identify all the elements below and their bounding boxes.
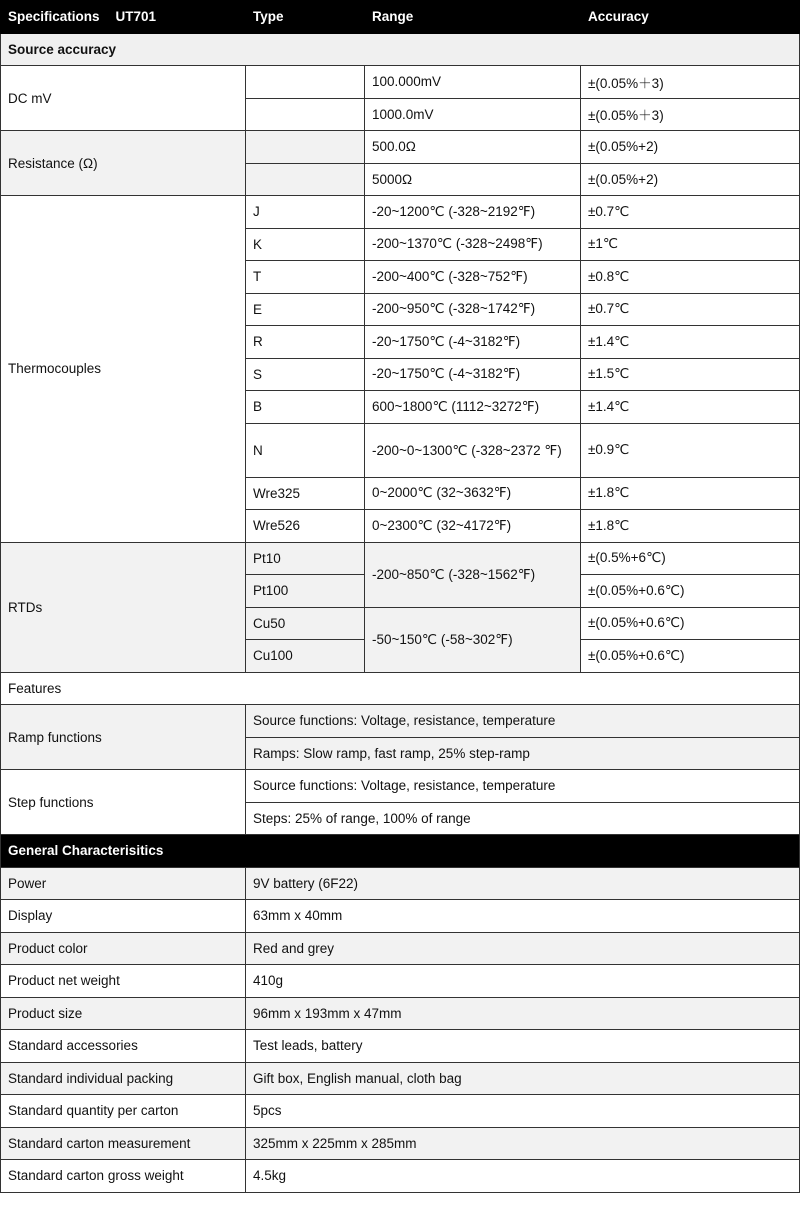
general-label: Display bbox=[1, 900, 246, 933]
feature-cell: Source functions: Voltage, resistance, temperature bbox=[246, 770, 800, 803]
accuracy-cell: ±1.4℃ bbox=[581, 326, 800, 359]
table-row bbox=[1, 1030, 800, 1063]
range-cell: 500.0Ω bbox=[365, 131, 581, 164]
range-cell: -200~1370℃ (-328~2498℉) bbox=[365, 228, 581, 261]
table-row bbox=[1, 1127, 800, 1160]
type-cell: K bbox=[246, 228, 365, 261]
general-value: 4.5kg bbox=[246, 1160, 800, 1193]
general-value: 5pcs bbox=[246, 1095, 800, 1128]
feature-cell: Steps: 25% of range, 100% of range bbox=[246, 802, 800, 835]
header-model: UT701 bbox=[115, 9, 157, 25]
general-value: Gift box, English manual, cloth bag bbox=[246, 1062, 800, 1095]
table-row bbox=[1, 66, 800, 99]
type-cell: N bbox=[246, 423, 365, 477]
table-row bbox=[1, 997, 800, 1030]
table-row bbox=[1, 867, 800, 900]
table-row bbox=[1, 131, 800, 164]
type-cell: R bbox=[246, 326, 365, 359]
range-cell: 600~1800℃ (1112~3272℉) bbox=[365, 391, 581, 424]
accuracy-cell: ±0.7℃ bbox=[581, 196, 800, 229]
section-row-general bbox=[1, 835, 800, 868]
type-cell-empty bbox=[246, 98, 365, 131]
type-cell: Pt10 bbox=[246, 542, 365, 575]
general-label: Product size bbox=[1, 997, 246, 1030]
general-value: 63mm x 40mm bbox=[246, 900, 800, 933]
header-type: Type bbox=[246, 1, 365, 34]
general-label: Standard individual packing bbox=[1, 1062, 246, 1095]
range-cell: -20~1750℃ (-4~3182℉) bbox=[365, 358, 581, 391]
header-specifications bbox=[1, 1, 246, 34]
general-value: 325mm x 225mm x 285mm bbox=[246, 1127, 800, 1160]
general-label: Power bbox=[1, 867, 246, 900]
type-cell: Cu100 bbox=[246, 640, 365, 673]
range-cell-merged: -50~150℃ (-58~302℉) bbox=[365, 607, 581, 672]
table-row bbox=[1, 1160, 800, 1193]
section-title-features: Features bbox=[1, 672, 800, 705]
general-label: Product color bbox=[1, 932, 246, 965]
accuracy-cell: ±(0.05%+0.6℃) bbox=[581, 575, 800, 608]
type-cell: S bbox=[246, 358, 365, 391]
type-cell: Pt100 bbox=[246, 575, 365, 608]
range-cell: 100.000mV bbox=[365, 66, 581, 99]
table-header-row bbox=[1, 1, 800, 34]
type-cell: Wre325 bbox=[246, 477, 365, 510]
table-row bbox=[1, 932, 800, 965]
table-row bbox=[1, 965, 800, 998]
range-cell: -200~400℃ (-328~752℉) bbox=[365, 261, 581, 294]
accuracy-cell: ±(0.05%＋3) bbox=[581, 66, 800, 99]
general-value: Red and grey bbox=[246, 932, 800, 965]
accuracy-cell: ±1.5℃ bbox=[581, 358, 800, 391]
ramp-functions-label: Ramp functions bbox=[1, 705, 246, 770]
accuracy-cell: ±0.9℃ bbox=[581, 423, 800, 477]
accuracy-cell: ±1.8℃ bbox=[581, 477, 800, 510]
accuracy-cell: ±0.7℃ bbox=[581, 293, 800, 326]
accuracy-cell: ±1℃ bbox=[581, 228, 800, 261]
range-cell: -200~0~1300℃ (-328~2372 ℉) bbox=[365, 423, 581, 477]
section-row-source-accuracy bbox=[1, 33, 800, 66]
range-cell: 1000.0mV bbox=[365, 98, 581, 131]
accuracy-cell: ±(0.05%+2) bbox=[581, 131, 800, 164]
table-row bbox=[1, 900, 800, 933]
section-title-source-accuracy: Source accuracy bbox=[1, 33, 800, 66]
feature-cell: Source functions: Voltage, resistance, temperature bbox=[246, 705, 800, 738]
range-cell: 5000Ω bbox=[365, 163, 581, 196]
type-cell: E bbox=[246, 293, 365, 326]
type-cell-empty bbox=[246, 131, 365, 164]
type-cell: B bbox=[246, 391, 365, 424]
accuracy-cell: ±(0.05%＋3) bbox=[581, 98, 800, 131]
accuracy-cell: ±(0.5%+6℃) bbox=[581, 542, 800, 575]
accuracy-cell: ±1.8℃ bbox=[581, 510, 800, 543]
type-cell: J bbox=[246, 196, 365, 229]
table-row bbox=[1, 705, 800, 738]
general-value: 410g bbox=[246, 965, 800, 998]
type-cell: T bbox=[246, 261, 365, 294]
accuracy-cell: ±(0.05%+0.6℃) bbox=[581, 640, 800, 673]
range-cell: 0~2000℃ (32~3632℉) bbox=[365, 477, 581, 510]
feature-cell: Ramps: Slow ramp, fast ramp, 25% step-ramp bbox=[246, 737, 800, 770]
type-cell-empty bbox=[246, 163, 365, 196]
table-row bbox=[1, 196, 800, 229]
section-title-general: General Characterisitics bbox=[1, 835, 800, 868]
header-specifications-label: Specifications bbox=[8, 9, 100, 25]
general-label: Standard carton gross weight bbox=[1, 1160, 246, 1193]
accuracy-cell: ±0.8℃ bbox=[581, 261, 800, 294]
section-row-features bbox=[1, 672, 800, 705]
type-cell: Cu50 bbox=[246, 607, 365, 640]
table-row bbox=[1, 1062, 800, 1095]
header-range: Range bbox=[365, 1, 581, 34]
accuracy-cell: ±(0.05%+2) bbox=[581, 163, 800, 196]
rtds-label: RTDs bbox=[1, 542, 246, 672]
thermocouples-label: Thermocouples bbox=[1, 196, 246, 543]
step-functions-label: Step functions bbox=[1, 770, 246, 835]
dcmv-label: DC mV bbox=[1, 66, 246, 131]
table-row bbox=[1, 770, 800, 803]
general-value: Test leads, battery bbox=[246, 1030, 800, 1063]
type-cell-empty bbox=[246, 66, 365, 99]
general-label: Standard accessories bbox=[1, 1030, 246, 1063]
general-label: Standard quantity per carton bbox=[1, 1095, 246, 1128]
range-cell: -20~1200℃ (-328~2192℉) bbox=[365, 196, 581, 229]
accuracy-cell: ±(0.05%+0.6℃) bbox=[581, 607, 800, 640]
general-value: 9V battery (6F22) bbox=[246, 867, 800, 900]
header-accuracy: Accuracy bbox=[581, 1, 800, 34]
general-value: 96mm x 193mm x 47mm bbox=[246, 997, 800, 1030]
table-row bbox=[1, 1095, 800, 1128]
general-label: Product net weight bbox=[1, 965, 246, 998]
range-cell: -20~1750℃ (-4~3182℉) bbox=[365, 326, 581, 359]
table-row bbox=[1, 542, 800, 575]
general-label: Standard carton measurement bbox=[1, 1127, 246, 1160]
type-cell: Wre526 bbox=[246, 510, 365, 543]
range-cell: 0~2300℃ (32~4172℉) bbox=[365, 510, 581, 543]
resistance-label: Resistance (Ω) bbox=[1, 131, 246, 196]
range-cell: -200~950℃ (-328~1742℉) bbox=[365, 293, 581, 326]
range-cell-merged: -200~850℃ (-328~1562℉) bbox=[365, 542, 581, 607]
accuracy-cell: ±1.4℃ bbox=[581, 391, 800, 424]
